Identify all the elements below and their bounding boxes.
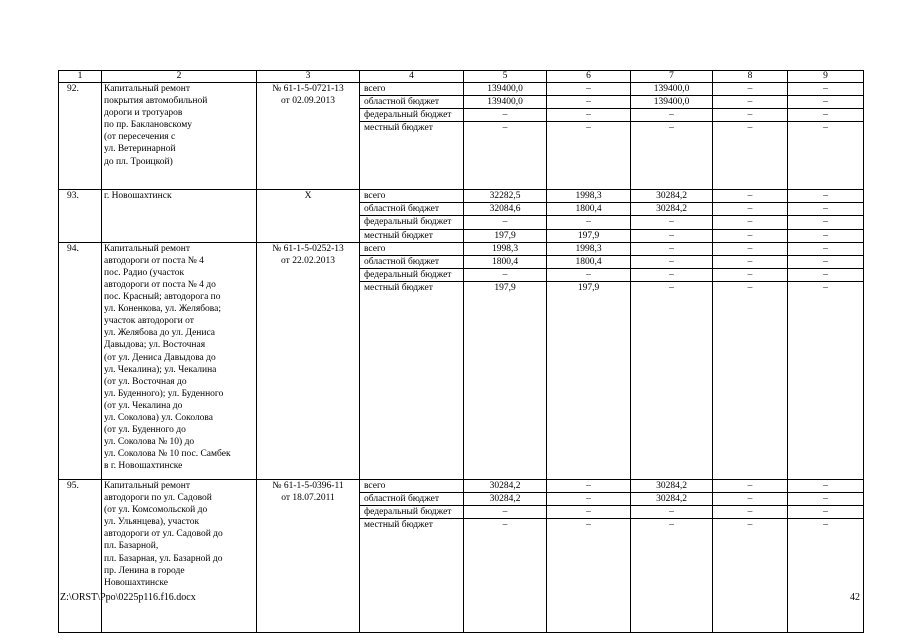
amount-cell: – (713, 229, 788, 242)
amount-cell: 1800,4 (464, 255, 547, 268)
row-number: 93. (59, 190, 102, 242)
amount-cell: – (547, 268, 631, 281)
amount-cell: – (464, 216, 547, 229)
amount-cell: – (547, 493, 631, 506)
funding-source: местный бюджет (360, 229, 464, 242)
column-number: 3 (257, 71, 360, 83)
object-name: Капитальный ремонт автодороги от поста № 4 пос. Радио (участок автодороги от поста № 4 до пос. Красный; автодорога по ул. Коненкова, ул. Желябова; участок автодороги от ул. Желябова до ул. Дениса Давыдова; ул. Восточная (от ул. Дениса Давыдова до ул. Чекалина); ул. Чекалина (от ул. Восточная до ул. Буденного); ул. Буденного (от ул. Чекалина до ул. Соколова) ул. Соколова (от ул. Буденного до ул. Соколова № 10) до ул. Соколова № 10 пос. Самбек в г. Новошахтинске (102, 242, 257, 479)
document-reference: Х (257, 190, 360, 242)
amount-cell: – (713, 479, 788, 492)
amount-cell: – (547, 109, 631, 122)
amount-cell: – (464, 268, 547, 281)
amount-cell: 197,9 (464, 229, 547, 242)
amount-cell: – (631, 216, 713, 229)
amount-cell: – (788, 268, 864, 281)
amount-cell: 30284,2 (464, 493, 547, 506)
amount-cell: – (464, 122, 547, 190)
document-reference: № 61-1-5-0721-13 от 02.09.2013 (257, 83, 360, 190)
amount-cell: – (788, 519, 864, 633)
amount-cell: – (788, 109, 864, 122)
budget-table (58, 70, 864, 633)
amount-cell: – (547, 506, 631, 519)
amount-cell: – (713, 255, 788, 268)
funding-source: областной бюджет (360, 203, 464, 216)
amount-cell: – (547, 519, 631, 633)
amount-cell: – (788, 190, 864, 203)
amount-cell: 30284,2 (464, 479, 547, 492)
amount-cell: – (631, 281, 713, 479)
amount-cell: – (788, 479, 864, 492)
amount-cell: – (631, 229, 713, 242)
amount-cell: 30284,2 (631, 493, 713, 506)
amount-cell: 139400,0 (631, 96, 713, 109)
funding-source: областной бюджет (360, 96, 464, 109)
funding-source: областной бюджет (360, 493, 464, 506)
amount-cell: – (464, 506, 547, 519)
amount-cell: – (631, 242, 713, 255)
amount-cell: 197,9 (547, 281, 631, 479)
column-number: 9 (788, 71, 864, 83)
object-name: Капитальный ремонт покрытия автомобильной дороги и тротуаров по пр. Баклановскому (от пересечения с ул. Ветеринарной до пл. Троицкой) (102, 83, 257, 190)
amount-cell: – (713, 203, 788, 216)
amount-cell: – (464, 109, 547, 122)
amount-cell: – (713, 109, 788, 122)
column-number: 1 (59, 71, 102, 83)
amount-cell: 1800,4 (547, 255, 631, 268)
column-number: 7 (631, 71, 713, 83)
amount-cell: – (788, 203, 864, 216)
amount-cell: – (713, 242, 788, 255)
amount-cell: – (788, 216, 864, 229)
amount-cell: – (788, 122, 864, 190)
funding-source: областной бюджет (360, 255, 464, 268)
funding-source: федеральный бюджет (360, 268, 464, 281)
amount-cell: 139400,0 (464, 96, 547, 109)
page-number: 42 (850, 592, 860, 603)
funding-source: местный бюджет (360, 519, 464, 633)
amount-cell: – (631, 519, 713, 633)
funding-source: всего (360, 190, 464, 203)
column-number: 4 (360, 71, 464, 83)
amount-cell: – (713, 268, 788, 281)
amount-cell: – (547, 122, 631, 190)
amount-cell: – (713, 122, 788, 190)
amount-cell: 30284,2 (631, 190, 713, 203)
column-number: 5 (464, 71, 547, 83)
amount-cell: – (788, 96, 864, 109)
amount-cell: – (713, 519, 788, 633)
funding-source: всего (360, 83, 464, 96)
table-row (59, 190, 864, 203)
amount-cell: – (788, 229, 864, 242)
amount-cell: – (713, 216, 788, 229)
amount-cell: – (631, 506, 713, 519)
column-number: 8 (713, 71, 788, 83)
funding-source: всего (360, 242, 464, 255)
table-row (59, 242, 864, 255)
amount-cell: – (788, 83, 864, 96)
amount-cell: – (788, 255, 864, 268)
amount-cell: – (547, 216, 631, 229)
row-number: 92. (59, 83, 102, 190)
amount-cell: – (547, 96, 631, 109)
funding-source: федеральный бюджет (360, 506, 464, 519)
amount-cell: 1998,3 (547, 190, 631, 203)
amount-cell: 197,9 (464, 281, 547, 479)
amount-cell: – (547, 479, 631, 492)
amount-cell: – (713, 506, 788, 519)
file-path: Z:\ORST\Ppo\0225p116.f16.docx (60, 592, 196, 603)
amount-cell: – (788, 242, 864, 255)
amount-cell: – (547, 83, 631, 96)
amount-cell: – (464, 519, 547, 633)
object-name: г. Новошахтинск (102, 190, 257, 242)
column-number: 2 (102, 71, 257, 83)
document-reference: № 61-1-5-0396-11 от 18.07.2011 (257, 479, 360, 632)
object-name: Капитальный ремонт автодороги по ул. Садовой (от ул. Комсомольской до ул. Ульянцева), участок автодороги от ул. Садовой до пл. Базарной, пл. Базарная, ул. Базарной до пр. Ленина в городе Новошахтинске (102, 479, 257, 632)
amount-cell: – (788, 281, 864, 479)
amount-cell: 32084,6 (464, 203, 547, 216)
funding-source: всего (360, 479, 464, 492)
amount-cell: 32282,5 (464, 190, 547, 203)
amount-cell: 30284,2 (631, 203, 713, 216)
funding-source: федеральный бюджет (360, 216, 464, 229)
amount-cell: – (713, 96, 788, 109)
amount-cell: 139400,0 (464, 83, 547, 96)
row-number: 95. (59, 479, 102, 632)
amount-cell: – (713, 493, 788, 506)
amount-cell: – (713, 281, 788, 479)
amount-cell: – (788, 493, 864, 506)
amount-cell: – (788, 506, 864, 519)
column-number: 6 (547, 71, 631, 83)
funding-source: местный бюджет (360, 122, 464, 190)
amount-cell: – (631, 268, 713, 281)
amount-cell: – (631, 109, 713, 122)
amount-cell: 139400,0 (631, 83, 713, 96)
amount-cell: 197,9 (547, 229, 631, 242)
amount-cell: – (631, 122, 713, 190)
funding-source: федеральный бюджет (360, 109, 464, 122)
amount-cell: – (713, 83, 788, 96)
amount-cell: 1800,4 (547, 203, 631, 216)
table-row (59, 83, 864, 96)
document-reference: № 61-1-5-0252-13 от 22.02.2013 (257, 242, 360, 479)
amount-cell: 1998,3 (464, 242, 547, 255)
amount-cell: 30284,2 (631, 479, 713, 492)
funding-source: местный бюджет (360, 281, 464, 479)
table-row (59, 479, 864, 492)
row-number: 94. (59, 242, 102, 479)
amount-cell: – (713, 190, 788, 203)
column-number-row (59, 71, 864, 83)
amount-cell: 1998,3 (547, 242, 631, 255)
amount-cell: – (631, 255, 713, 268)
